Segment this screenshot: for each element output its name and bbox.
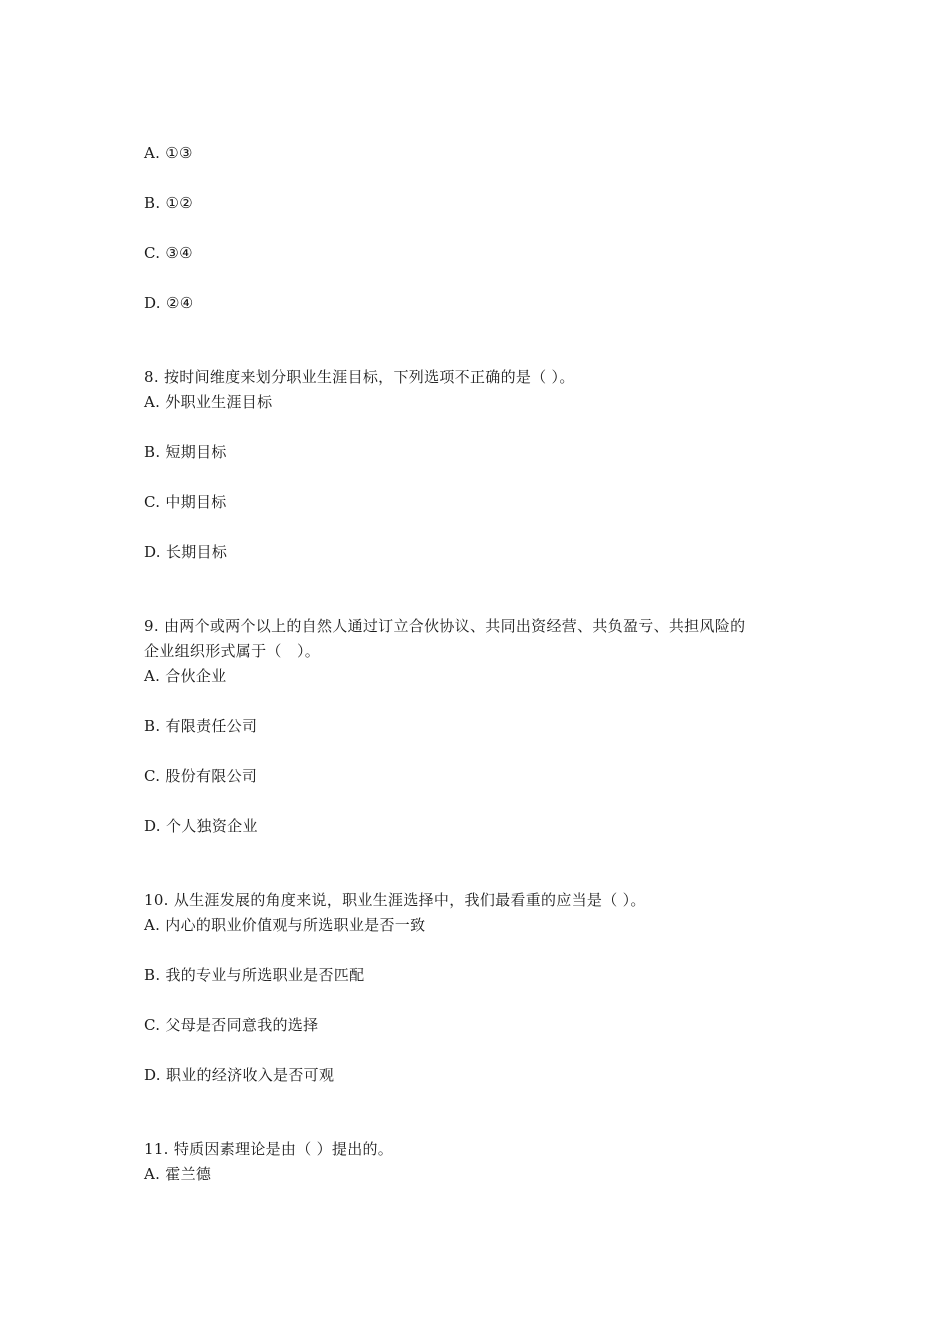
question-8-stem: 8. 按时间维度来划分职业生涯目标，下列选项不正确的是（ ）。 [144,368,575,386]
q9-option-a [144,666,226,686]
q9-option-c [144,766,257,786]
option-text: 职业的经济收入是否可观 [165,1066,335,1084]
option-letter: D. [144,543,161,561]
option-text: 短期目标 [165,443,227,461]
option-text: 股份有限公司 [165,767,258,785]
option-text: 内心的职业价值观与所选职业是否一致 [165,916,426,934]
option-letter: A. [144,916,161,934]
q10-option-d [144,1065,334,1085]
option-letter: A. [144,1165,161,1183]
option-letter: C. [144,767,161,785]
q10-option-a [144,915,425,935]
q10-option-c [144,1015,318,1035]
option-text: ②④ [165,294,194,312]
option-letter: B. [144,717,161,735]
option-letter: B. [144,194,161,212]
option-letter: B. [144,443,161,461]
option-letter: D. [144,817,161,835]
q10-option-b [144,965,364,985]
option-letter: A. [144,667,161,685]
option-text: ①② [165,194,193,212]
option-letter: C. [144,493,161,511]
option-letter: A. [144,393,161,411]
option-text: 父母是否同意我的选择 [165,1016,319,1034]
option-letter: A. [144,144,161,162]
option-text: 外职业生涯目标 [165,393,273,411]
option-text: 长期目标 [165,543,228,561]
q9-option-d [144,816,258,836]
option-text: 个人独资企业 [165,817,258,835]
option-letter: D. [144,1066,161,1084]
q8-option-c [144,492,227,512]
q8-option-a [144,392,272,412]
option-a [144,143,193,163]
option-letter: B. [144,966,161,984]
option-letter: D. [144,294,161,312]
option-d [144,293,193,313]
question-9-stem-line-2: 企业组织形式属于（ ）。 [144,642,321,660]
option-letter: C. [144,1016,161,1034]
question-9-stem-line-1: 9. 由两个或两个以上的自然人通过订立合伙协议、共同出资经营、共负盈亏、共担风险的 [144,617,746,635]
option-text: 有限责任公司 [165,717,258,735]
q9-option-b [144,716,257,736]
q8-option-d [144,542,227,562]
option-text: ③④ [165,244,193,262]
option-text: ①③ [165,144,193,162]
option-text: 中期目标 [165,493,227,511]
question-10-stem: 10. 从生涯发展的角度来说，职业生涯选择中，我们最看重的应当是（ ）。 [144,891,646,909]
option-b [144,193,193,213]
q8-option-b [144,442,227,462]
question-11-stem: 11. 特质因素理论是由（ ）提出的。 [144,1140,394,1158]
option-text: 合伙企业 [165,667,227,685]
option-c [144,243,193,263]
option-text: 霍兰德 [165,1165,212,1183]
q11-option-a [144,1164,211,1184]
option-letter: C. [144,244,161,262]
option-text: 我的专业与所选职业是否匹配 [165,966,365,984]
